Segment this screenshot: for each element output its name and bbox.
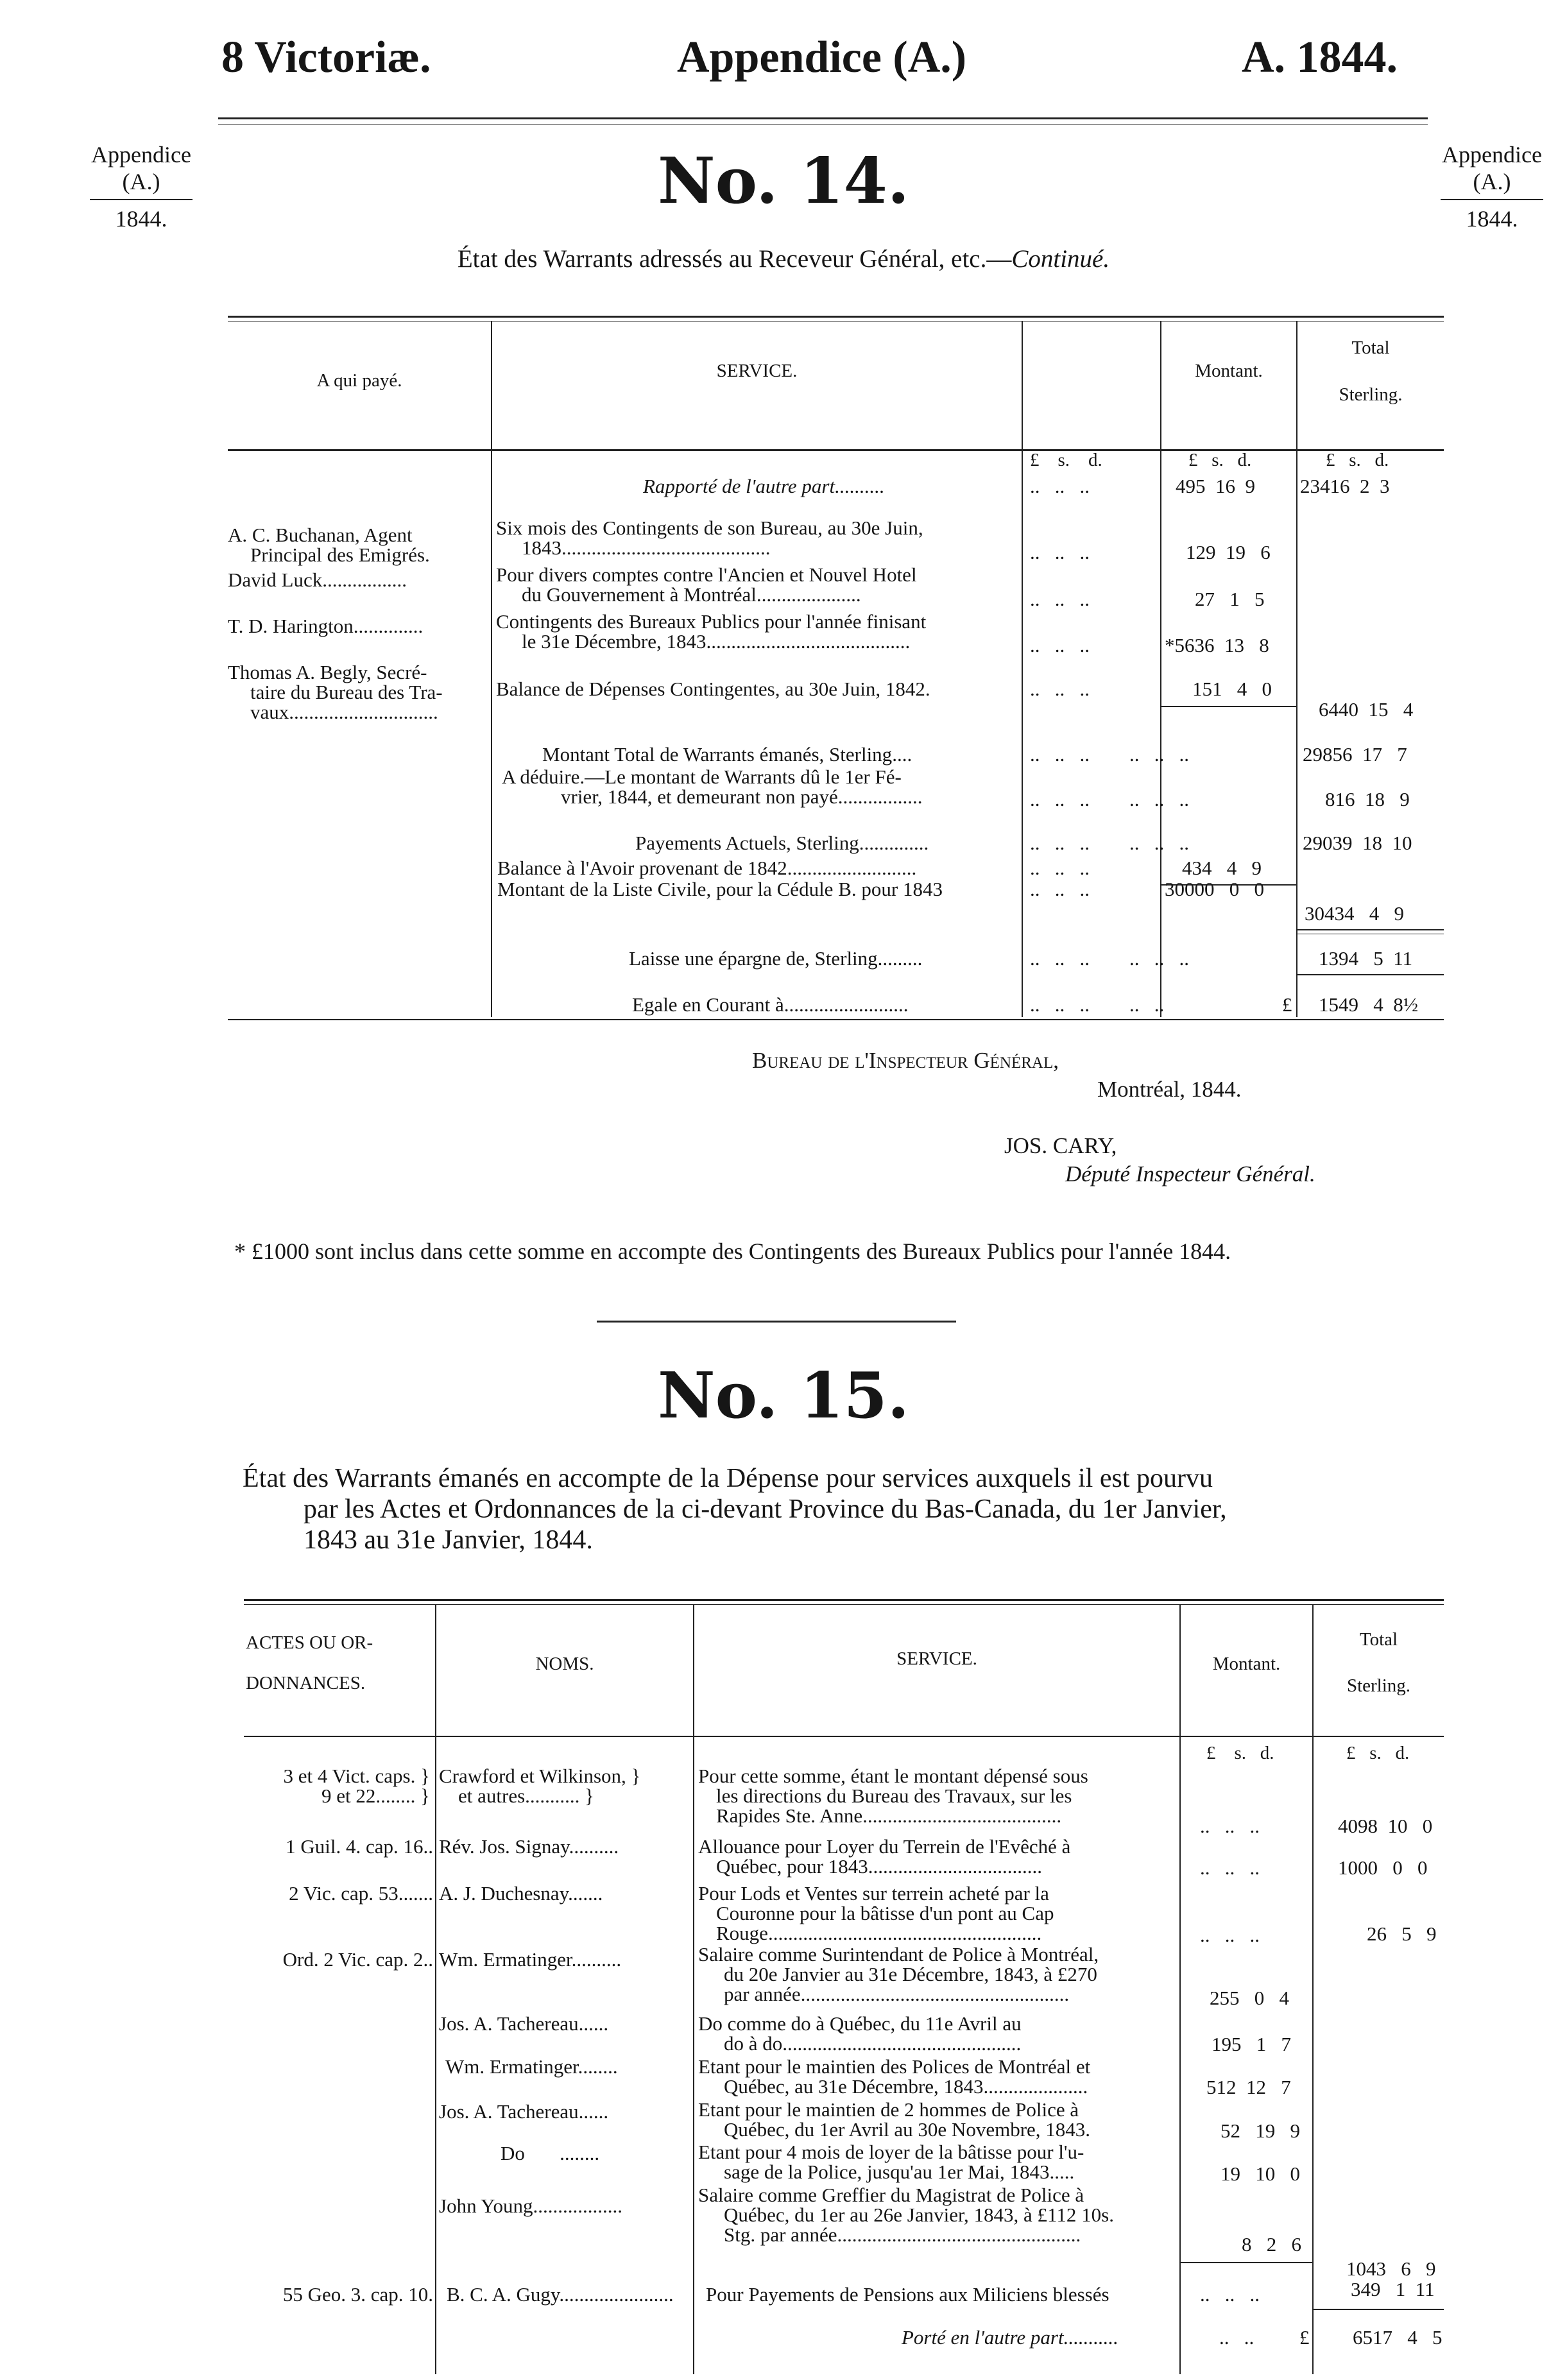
margin-note-right: Appendice (A.) 1844. [1428, 141, 1556, 232]
section-divider [597, 1321, 956, 1323]
no15-row9-total: 1043 6 9 [1346, 2257, 1436, 2280]
no15-row4-service: Salaire comme Surintendant de Police à Montréal, du 20e Janvier au 31e Décembre, 1843, à £270 par année...................................................... [698, 1943, 1099, 2005]
no14-dots-c: .. .. .. .. .. .. [1030, 832, 1189, 854]
no15-carried-total: 6517 4 5 [1353, 2326, 1443, 2349]
no14-row1-dots: .. .. .. [1030, 541, 1090, 563]
no15-title: No. 15. [658, 1359, 909, 1433]
no15-row6-montant: 512 12 7 [1206, 2076, 1291, 2098]
no15-row2-service: Allouance pour Loyer du Terrein de l'Evêché à Québec, pour 1843................................... [698, 1835, 1071, 1878]
no15-row3-service: Pour Lods et Ventes sur terrein acheté par la Couronne pour la bâtisse d'un pont au Cap Rouge....................................................... [698, 1882, 1054, 1944]
no14-bf-total: 23416 2 3 [1300, 475, 1390, 497]
no14-row2-montant: 27 1 5 [1195, 588, 1265, 610]
no14-brought-forward: Rapporté de l'autre part.......... [643, 475, 885, 497]
no14-saving-label: Laisse une épargne de, Sterling......... [629, 947, 923, 970]
no15-row3-dots: .. .. .. [1200, 1924, 1260, 1946]
no15-lsd-total: £ s. d. [1346, 1743, 1410, 1763]
no15-row10-dots: .. .. .. [1200, 2283, 1260, 2306]
no14-dots: .. .. .. [1030, 475, 1090, 497]
no15-row3-act: 2 Vic. cap. 53....... [289, 1882, 433, 1905]
no15-row1-nom: Crawford et Wilkinson, } et autres........... } [439, 1765, 641, 1807]
running-header-center: Appendice (A.) [677, 33, 967, 82]
no15-row2-total: 1000 0 0 [1338, 1856, 1428, 1879]
no14-row4-total: 6440 15 4 [1319, 698, 1414, 721]
no15-col-noms: NOMS. [535, 1654, 594, 1674]
no14-lsd-blank-1: £ s. d. [1030, 450, 1102, 470]
no15-row8-service: Etant pour 4 mois de loyer de la bâtisse pour l'u- sage de la Police, jusqu'au 1er Mai, 1843..... [698, 2141, 1084, 2183]
no14-col-montant: Montant. [1195, 361, 1263, 381]
no14-dots-e: .. .. .. [1030, 878, 1090, 900]
running-header-left: 8 Victoriæ. [221, 33, 431, 82]
no15-row7-nom: Jos. A. Tachereau...... [439, 2100, 609, 2123]
no15-row5-service: Do comme do à Québec, du 11e Avril au do à do................................................ [698, 2012, 1022, 2055]
inspector-office: Bureau de l'Inspecteur Général, [752, 1048, 1059, 1073]
no15-row10-service: Pour Payements de Pensions aux Miliciens blessés [706, 2283, 1109, 2306]
no14-dots-a: .. .. .. .. .. .. [1030, 743, 1189, 766]
no14-dots-f: .. .. .. .. .. .. [1030, 947, 1189, 970]
no15-row2-dots: .. .. .. [1200, 1856, 1260, 1879]
no14-col-total-1: Total [1351, 338, 1390, 358]
no15-row2-act: 1 Guil. 4. cap. 16.. [286, 1835, 433, 1858]
no15-row3-total: 26 5 9 [1367, 1922, 1437, 1945]
no15-row6-nom: Wm. Ermatinger........ [445, 2055, 618, 2078]
no15-row1-act: 3 et 4 Vict. caps. } 9 et 22........ } [283, 1765, 430, 1807]
no15-row10-total: 349 1 11 [1351, 2278, 1435, 2300]
no15-row10-act: 55 Geo. 3. cap. 10. [282, 2283, 433, 2306]
no15-row9-montant: 8 2 6 [1242, 2233, 1301, 2256]
header-rule [218, 117, 1428, 119]
no14-row1-payee: A. C. Buchanan, Agent Principal des Emigrés. [228, 524, 430, 566]
no15-row3-nom: A. J. Duchesnay....... [439, 1882, 603, 1905]
no14-title: No. 14. [658, 144, 909, 218]
inspector-place: Montréal, 1844. [1097, 1077, 1242, 1102]
no14-row4-montant: 151 4 0 [1192, 678, 1272, 700]
no15-row7-service: Etant pour le maintien de 2 hommes de Police à Québec, du 1er Avril au 30e Novembre, 1843. [698, 2098, 1091, 2141]
no14-subtitle: État des Warrants adressés au Receveur Général, etc.—Continué. [457, 245, 1110, 273]
no15-row4-montant: 255 0 4 [1210, 1987, 1289, 2009]
no15-col-total-2: Sterling. [1346, 1675, 1411, 1696]
no14-actual-label: Payements Actuels, Sterling.............. [635, 832, 929, 854]
no14-bal-label: Balance à l'Avoir provenant de 1842.......................... [497, 857, 917, 879]
no14-row4-payee: Thomas A. Begly, Secré- taire du Bureau des Tra- vaux.............................. [228, 661, 443, 723]
no14-civil-total: 30434 4 9 [1305, 902, 1404, 925]
no15-row8-nom: Do ........ [501, 2142, 600, 2164]
running-header-right: A. 1844. [1242, 33, 1398, 82]
no15-row4-nom: Wm. Ermatinger.......... [439, 1948, 622, 1971]
no15-carried-pound: £ [1299, 2326, 1310, 2349]
no14-row2-payee: David Luck................. [228, 569, 407, 591]
no14-lsd-total: £ s. d. [1326, 450, 1389, 470]
margin-note-left: Appendice (A.) 1844. [77, 141, 205, 232]
no15-intro: État des Warrants émanés en accompte de la Dépense pour services auxquels il est pourvu par les Actes et Ordonnances de la ci-devant Province du Bas-Canada, du 1er Janvier, 1843 au 31e Janvier, 1844. [243, 1464, 1227, 1555]
no14-equal-label: Egale en Courant à......................... [632, 993, 909, 1016]
no15-col-montant: Montant. [1212, 1654, 1281, 1674]
signatory-name: JOS. CARY, [1004, 1133, 1117, 1158]
no14-col-service: SERVICE. [716, 361, 798, 381]
no14-row4-service: Balance de Dépenses Contingentes, au 30e Juin, 1842. [496, 678, 930, 700]
no14-total: 29856 17 7 [1303, 743, 1407, 766]
no14-deduct-label: A déduire.—Le montant de Warrants dû le 1er Fé- vrier, 1844, et demeurant non payé................. [502, 766, 923, 808]
no15-carried-label: Porté en l'autre part........... [902, 2326, 1118, 2349]
no15-lsd-montant: £ s. d. [1206, 1743, 1274, 1763]
no14-row2-dots: .. .. .. [1030, 588, 1090, 610]
no14-civil-label: Montant de la Liste Civile, pour la Cédule B. pour 1843 [497, 878, 943, 900]
no14-row2-service: Pour divers comptes contre l'Ancien et Nouvel Hotel du Gouvernement à Montréal..................... [496, 563, 917, 606]
no15-row9-service: Salaire comme Greffier du Magistrat de Police à Québec, du 1er au 26e Janvier, 1843, à £112 10s. Stg. par année................................................. [698, 2184, 1114, 2246]
no15-row9-nom: John Young.................. [439, 2195, 622, 2217]
no14-dots-g: .. .. .. .. .. [1030, 993, 1165, 1016]
no14-lsd-montant: £ s. d. [1188, 450, 1252, 470]
no15-row2-nom: Rév. Jos. Signay.......... [439, 1835, 619, 1858]
no14-dots-d: .. .. .. [1030, 857, 1090, 879]
no14-bal: 434 4 9 [1182, 857, 1262, 879]
no14-equal-pound: £ [1282, 993, 1292, 1016]
no15-row10-nom: B. C. A. Gugy....................... [447, 2283, 674, 2306]
no14-civil: 30000 0 0 [1165, 878, 1264, 900]
no15-row1-service: Pour cette somme, étant le montant dépensé sous les directions du Bureau des Travaux, sur les Rapides Ste. Anne........................................ [698, 1765, 1088, 1827]
no15-carried-dots: .. .. [1219, 2326, 1254, 2349]
no14-col-payee: A qui payé. [316, 370, 402, 391]
no14-bf-montant: 495 16 9 [1176, 475, 1255, 497]
no15-row6-service: Etant pour le maintien des Polices de Montréal et Québec, au 31e Décembre, 1843..................... [698, 2055, 1091, 2098]
no15-row7-montant: 52 19 9 [1220, 2119, 1300, 2142]
no14-footnote: * £1000 sont inclus dans cette somme en accompte des Contingents des Bureaux Publics pour l'année 1844. [234, 1238, 1231, 1264]
no14-row1-montant: 129 19 6 [1186, 541, 1271, 563]
no14-row3-montant: *5636 13 8 [1165, 634, 1269, 656]
no14-actual: 29039 18 10 [1303, 832, 1412, 854]
no14-row4-dots: .. .. .. [1030, 678, 1090, 700]
no15-row4-act: Ord. 2 Vic. cap. 2.. [282, 1948, 433, 1971]
no15-col-total-1: Total [1359, 1629, 1398, 1650]
no14-deduct: 816 18 9 [1325, 788, 1410, 810]
no14-saving: 1394 5 11 [1319, 947, 1413, 970]
no15-col-service: SERVICE. [896, 1648, 977, 1669]
no14-row3-dots: .. .. .. [1030, 634, 1090, 656]
no15-row1-total: 4098 10 0 [1338, 1815, 1433, 1837]
no14-dots-b: .. .. .. .. .. .. [1030, 788, 1189, 810]
no14-col-total-2: Sterling. [1339, 384, 1403, 405]
no15-row8-montant: 19 10 0 [1220, 2162, 1300, 2185]
no14-row1-service: Six mois des Contingents de son Bureau, au 30e Juin, 1843.......................................... [496, 517, 923, 559]
no14-row3-payee: T. D. Harington.............. [228, 615, 424, 637]
signatory-title: Député Inspecteur Général. [1065, 1161, 1315, 1186]
no14-equal: 1549 4 8½ [1319, 993, 1418, 1016]
no14-row3-service: Contingents des Bureaux Publics pour l'année finisant le 31e Décembre, 1843......................................... [496, 610, 927, 653]
no15-row5-montant: 195 1 7 [1212, 2033, 1291, 2055]
no15-row1-dots: .. .. .. [1200, 1815, 1260, 1837]
no15-row5-nom: Jos. A. Tachereau...... [439, 2012, 609, 2035]
no14-total-label: Montant Total de Warrants émanés, Sterling.... [542, 743, 912, 766]
no15-col-acts: ACTES OU OR- DONNANCES. [246, 1632, 373, 1693]
